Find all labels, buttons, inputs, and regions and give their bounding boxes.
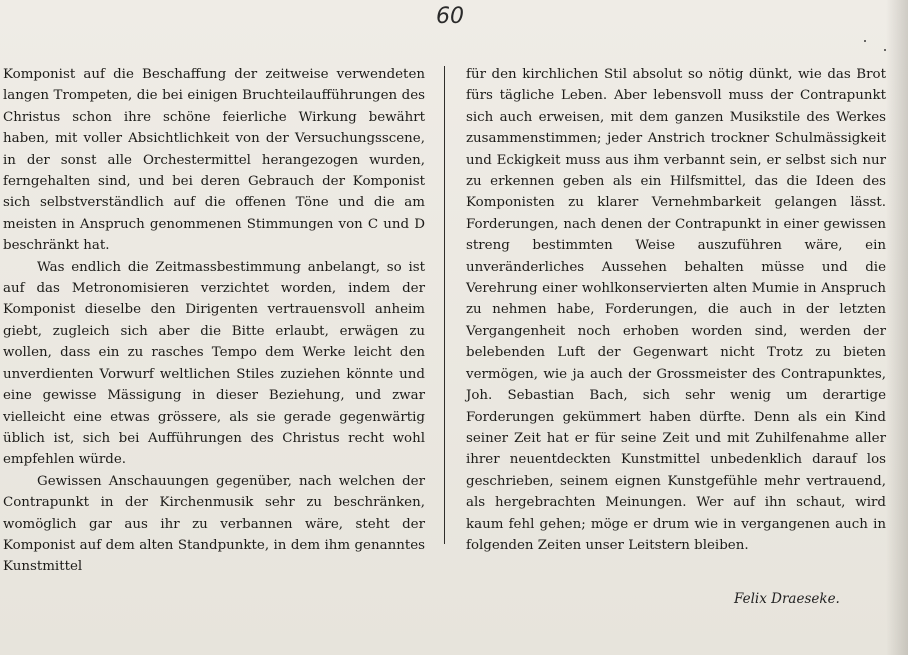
right-paragraph-1: für den kirchlichen Stil absolut so nötig dünkt, wie das Brot fürs tägliche Leben. Aber lebensvoll muss der Contrapunkt sich auch erweisen, mit dem ganzen Musikstile des Werkes zusammenstimmen; jeder Anstrich trockner Schulmässigkeit und Eckigkeit muss aus ihm verbannt sein, er selbst sich nur zu erkennen geben als ein Hilfsmittel, das die Ideen des Komponisten zu klarer Vernehmbarkeit gelangen lässt. Forderungen, nach denen der Contrapunkt in einer gewissen streng bestimmten Weise auszuführen wäre, ein unveränderliches Aussehen behalten müsse und die Verehrung einer wohlkonservierten alten Mumie in Anspruch zu nehmen habe, Forderungen, die auch in der letzten Vergangenheit noch erhoben worden sind, werden der belebenden Luft der Gegenwart nicht Trotz zu bieten vermögen, wie ja auch der Grossmeister des Contrapunktes, Joh. Sebastian Bach, sich sehr wenig um derartige Forderungen gekümmert haben dürfte. Denn als ein Kind seiner Zeit hat er für seine Zeit und mit Zuhilfenahme aller ihrer neuentdeckten Kunstmittel unbedenklich darauf los geschrieben, seinem eignen Kunstgefühle mehr vertrauend, als hergebrachten Meinungen. Wer auf ihn schaut, wird kaum fehl gehen; möge er drum wie in vergangenen auch in folgenden Zeiten unser Leitstern bleiben.: [466, 67, 886, 553]
left-paragraph-2: Was endlich die Zeitmassbestimmung anbelangt, so ist auf das Metronomisieren verzichtet worden, indem der Komponist dieselbe den Dirigenten vertrauensvoll anheim giebt, zugleich sich aber die Bitte erlaubt, erwägen zu wollen, dass ein zu rasches Tempo dem Werke leicht den unverdienten Vorwurf weltlichen Stiles zuziehen könnte und eine gewisse Mässigung in dieser Beziehung, und zwar vielleicht eine etwas grössere, als sie gerade gegenwärtig üblich ist, sich bei Aufführungen des Christus recht wohl empfehlen würde.: [3, 259, 425, 468]
right-column: [466, 64, 886, 556]
paper-speck: [864, 40, 866, 42]
page-edge-shadow: [886, 0, 908, 655]
left-paragraph-3: Gewissen Anschauungen gegenüber, nach welchen der Contrapunkt in der Kirchenmusik sehr zu beschränken, womöglich gar aus ihr zu verbannen wäre, steht der Komponist auf dem alten Standpunkte, in dem ihm genanntes Kunstmittel: [3, 473, 425, 575]
column-divider: [444, 66, 445, 544]
page-number: 60: [436, 4, 464, 29]
author-signature: Felix Draeseke.: [734, 591, 840, 607]
left-paragraph-1: Komponist auf die Beschaffung der zeitweise verwendeten langen Trompeten, die bei einigen Bruchteilaufführungen des Christus schon ihre schöne feierliche Wirkung bewährt haben, mit voller Absichtlichkeit von der Versuchungsscene, in der sonst alle Orchestermittel herangezogen wurden, ferngehalten sind, und bei deren Gebrauch der Komponist sich selbstverständlich auf die offenen Töne und die am meisten in Anspruch genommenen Stimmungen von C und D beschränkt hat.: [3, 67, 425, 254]
left-column: [3, 64, 425, 578]
